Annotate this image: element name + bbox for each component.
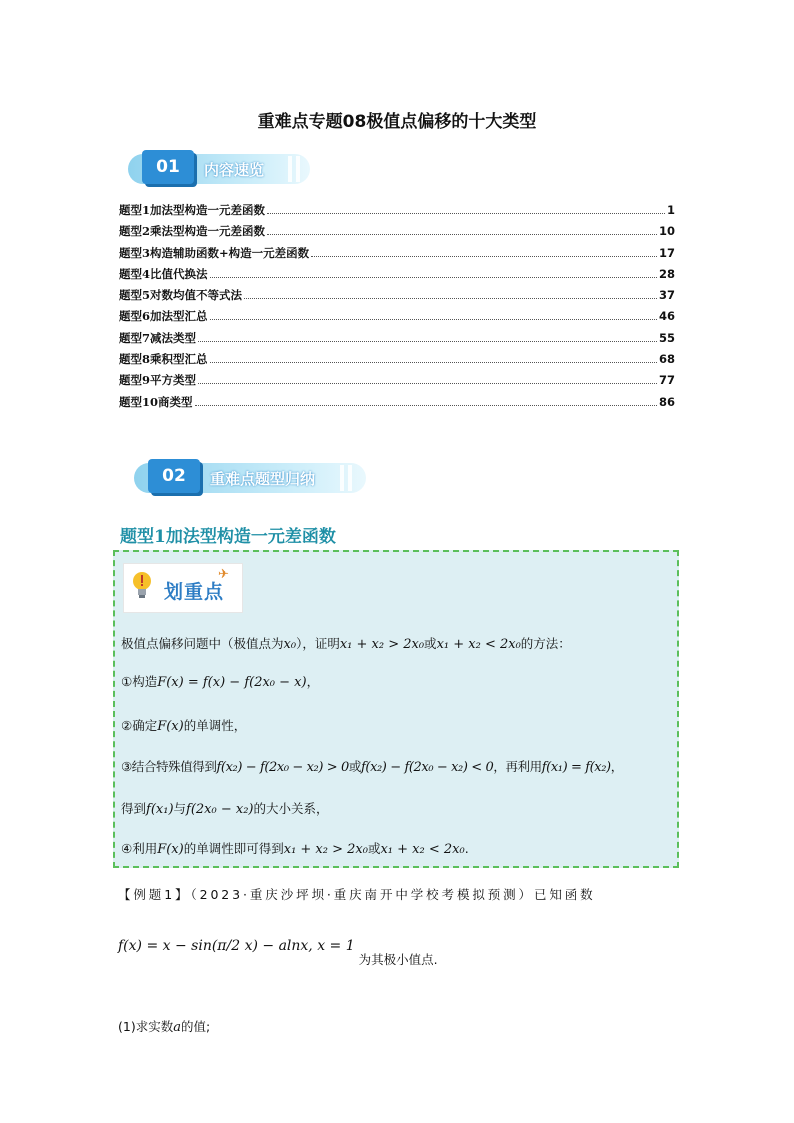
section-banner-types xyxy=(134,459,366,497)
toc-item[interactable]: 题型2乘法型构造一元差函数 10 xyxy=(119,224,675,239)
key-points-box xyxy=(113,550,679,868)
toc-item[interactable]: 题型1加法型构造一元差函数 1 xyxy=(119,203,675,217)
section-number: 01 xyxy=(142,150,194,184)
question-1: (1)求实数a的值; xyxy=(118,1019,211,1035)
example-formula: f(x) = x − sin(π/2 x) − alnx, x = 1 为其极小值点. xyxy=(118,938,438,967)
section-banner-overview xyxy=(128,150,310,188)
table-of-contents xyxy=(119,202,675,415)
document-title: 重难点专题08极值点偏移的十大类型 xyxy=(257,112,537,132)
lightbulb-icon xyxy=(130,570,154,600)
section-label: 内容速览 xyxy=(204,161,265,179)
example-statement: 【例题1】（2023·重庆沙坪坝·重庆南开中学校考模拟预测）已知函数 xyxy=(118,887,596,902)
type-heading: 题型1加法型构造一元差函数 xyxy=(120,527,336,547)
toc-item[interactable]: 题型4比值代换法 28 xyxy=(119,266,675,281)
key-points-logo xyxy=(123,563,243,613)
section-number: 02 xyxy=(148,459,200,493)
section-label: 重难点题型归纳 xyxy=(210,470,316,488)
key-point-step-4: ④利用F(x)的单调性即可得到x₁ + x₂ > 2x₀或x₁ + x₂ < 2x₀. xyxy=(121,841,469,857)
key-point-intro: 极值点偏移问题中（极值点为x₀），证明x₁ + x₂ > 2x₀或x₁ + x₂ < 2x₀的方法： xyxy=(121,636,571,652)
toc-item[interactable]: 题型3构造辅助函数+构造一元差函数 17 xyxy=(119,245,675,260)
key-point-step-1: ①构造F(x) = f(x) − f(2x₀ − x)， xyxy=(121,674,320,690)
toc-item[interactable]: 题型9平方类型 77 xyxy=(119,373,675,388)
paper-plane-icon: ✈ xyxy=(218,567,229,582)
toc-item[interactable]: 题型10商类型 86 xyxy=(119,394,675,409)
toc-item[interactable]: 题型5对数均值不等式法 37 xyxy=(119,288,675,303)
logo-text: 划重点 xyxy=(164,581,225,603)
key-point-step-3: ③结合特殊值得到f(x₂) − f(2x₀ − x₂) > 0或f(x₂) − f(2x₀ − x₂) < 0，再利用f(x₁) = f(x₂)， xyxy=(121,759,623,775)
key-point-step-3-cont: 得到f(x₁)与f(2x₀ − x₂)的大小关系， xyxy=(121,801,329,817)
toc-item[interactable]: 题型7减法类型 55 xyxy=(119,330,675,345)
key-point-step-2: ②确定F(x)的单调性， xyxy=(121,718,247,734)
toc-item[interactable]: 题型6加法型汇总 46 xyxy=(119,309,675,324)
toc-item[interactable]: 题型8乘积型汇总 68 xyxy=(119,352,675,367)
